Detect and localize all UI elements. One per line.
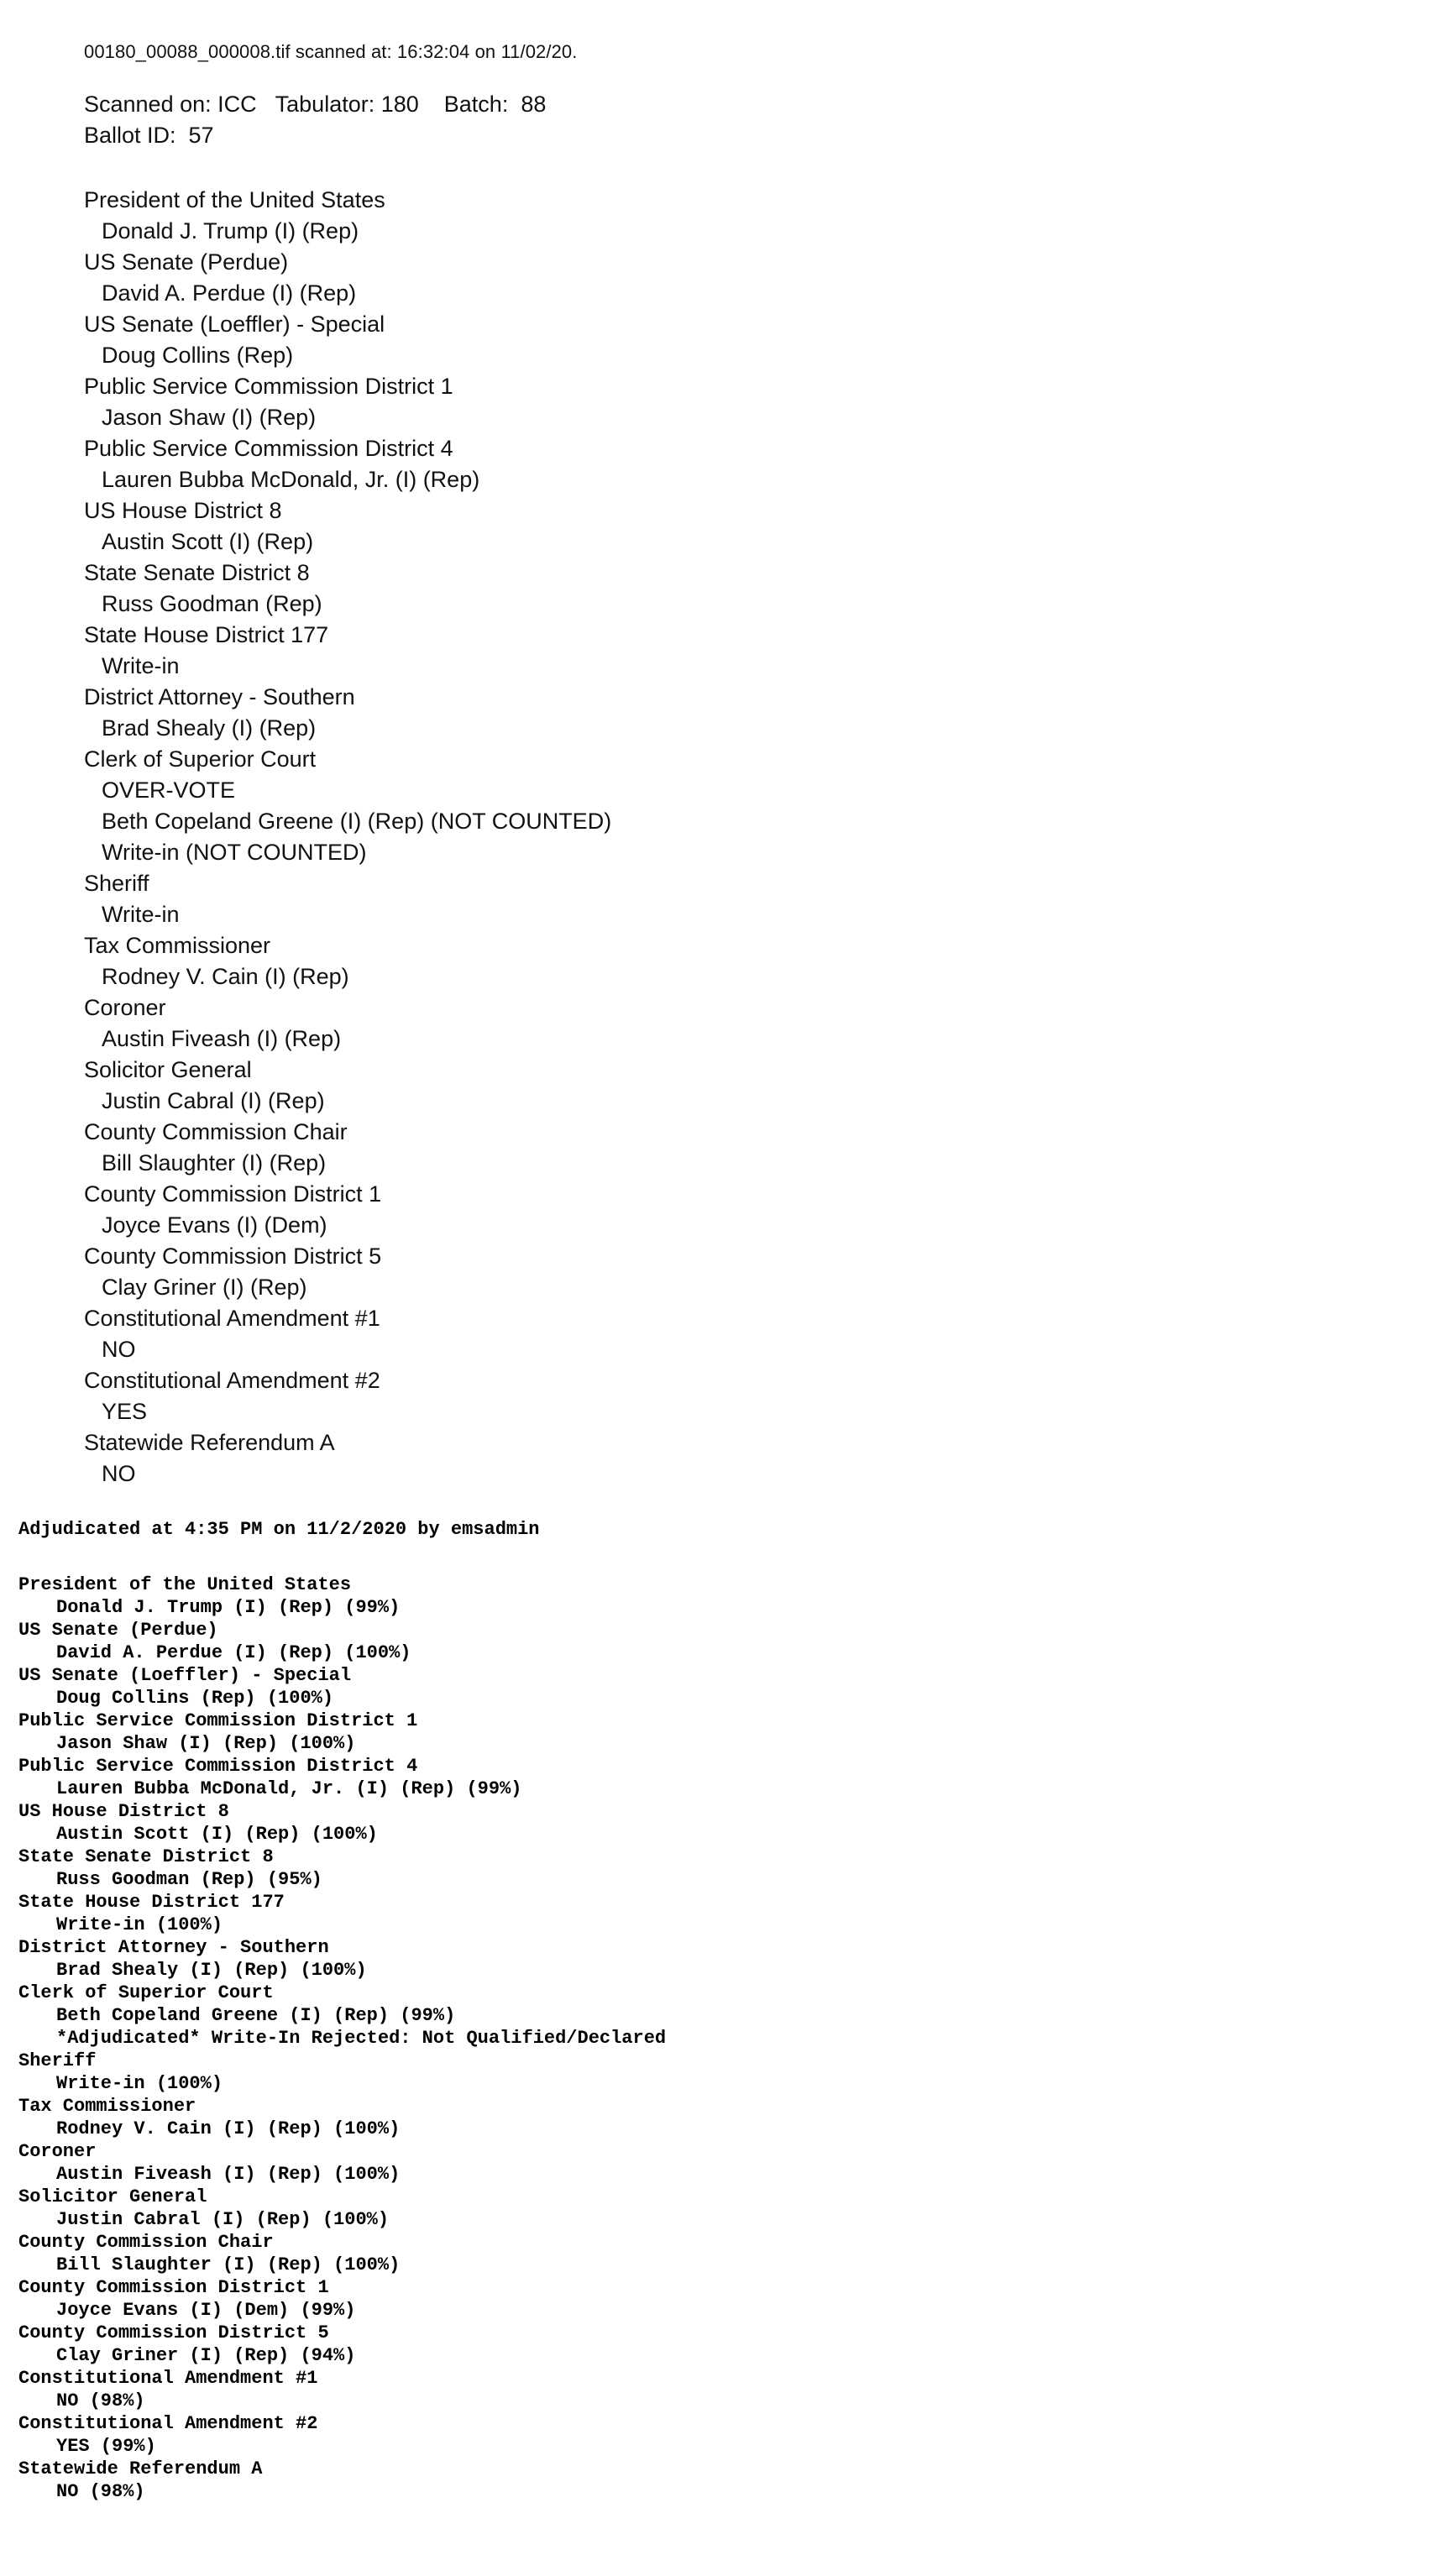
- adjudicated-contest-title: Solicitor General: [18, 2186, 207, 2207]
- scanned-contest-choice: YES: [102, 1399, 148, 1424]
- scanned-contest-choice: Austin Scott (I) (Rep): [102, 529, 314, 554]
- adjudicated-contest-choice: NO (98%): [56, 2481, 145, 2502]
- scanned-contest-title: Tax Commissioner: [84, 933, 271, 958]
- scanned-contest-choice: Write-in: [102, 902, 180, 927]
- adjudicated-contest-title: District Attorney - Southern: [18, 1937, 329, 1958]
- scanned-contest-choice: Justin Cabral (I) (Rep): [102, 1088, 325, 1113]
- scanned-contest-choice: NO: [102, 1337, 136, 1362]
- adjudicated-contest-choice: Write-in (100%): [56, 2073, 223, 2094]
- scanned-contest-choice: Clay Griner (I) (Rep): [102, 1275, 307, 1300]
- scanned-contest-title: Constitutional Amendment #1: [84, 1306, 380, 1331]
- scanned-contest-choice: Jason Shaw (I) (Rep): [102, 405, 317, 430]
- scanned-contest-title: US Senate (Loeffler) - Special: [84, 312, 385, 337]
- adjudicated-contest-title: Public Service Commission District 4: [18, 1756, 418, 1777]
- scanned-contest-title: State House District 177: [84, 622, 329, 647]
- adjudicated-contest-choice: Russ Goodman (Rep) (95%): [56, 1869, 322, 1890]
- scanned-contest-choice: Joyce Evans (I) (Dem): [102, 1212, 327, 1238]
- adjudicated-contest-choice: Doug Collins (Rep) (100%): [56, 1688, 334, 1709]
- adjudicated-contest-title: Constitutional Amendment #1: [18, 2368, 318, 2389]
- adjudicated-contest-choice: Justin Cabral (I) (Rep) (100%): [56, 2209, 390, 2230]
- scanned-contest-list: [84, 185, 611, 1490]
- adjudicated-contest-title: Public Service Commission District 1: [18, 1710, 418, 1731]
- scan-station-line: Scanned on: ICC Tabulator: 180 Batch: 88: [84, 92, 547, 117]
- ballot-id-line: Ballot ID: 57: [84, 123, 214, 148]
- adjudicated-contest-choice: Rodney V. Cain (I) (Rep) (100%): [56, 2118, 401, 2139]
- adjudicated-contest-title: US Senate (Loeffler) - Special: [18, 1665, 352, 1686]
- scan-file-header: 00180_00088_000008.tif scanned at: 16:32:04 on 11/02/20.: [84, 41, 578, 62]
- adjudicated-contest-title: Constitutional Amendment #2: [18, 2413, 318, 2434]
- scanned-contest-choice: Austin Fiveash (I) (Rep): [102, 1026, 342, 1051]
- scanned-contest-choice: Brad Shealy (I) (Rep): [102, 715, 317, 741]
- scanned-contest-title: County Commission District 1: [84, 1181, 382, 1207]
- scanned-contest-title: Constitutional Amendment #2: [84, 1368, 380, 1393]
- scanned-contest-choice: Bill Slaughter (I) (Rep): [102, 1150, 327, 1175]
- scanned-contest-choice: Write-in: [102, 653, 180, 678]
- adjudicated-contest-title: President of the United States: [18, 1574, 352, 1595]
- adjudication-section: [18, 1518, 666, 2503]
- adjudicated-contest-choice: Beth Copeland Greene (I) (Rep) (99%): [56, 2005, 456, 2026]
- scanned-contest-title: Coroner: [84, 995, 166, 1020]
- adjudicated-contest-choice: *Adjudicated* Write-In Rejected: Not Qualified/Declared: [56, 2028, 667, 2049]
- scanned-contest-title: Public Service Commission District 4: [84, 436, 453, 461]
- scanned-contest-title: Public Service Commission District 1: [84, 374, 453, 399]
- adjudicated-contest-choice: Joyce Evans (I) (Dem) (99%): [56, 2300, 356, 2321]
- adjudicated-contest-title: County Commission District 5: [18, 2322, 329, 2343]
- scanned-contest-title: County Commission District 5: [84, 1243, 382, 1269]
- adjudicated-contest-title: County Commission District 1: [18, 2277, 329, 2298]
- adjudicated-contest-title: Tax Commissioner: [18, 2096, 196, 2117]
- adjudicated-contest-title: US Senate (Perdue): [18, 1620, 218, 1641]
- scanned-contest-choice: NO: [102, 1461, 136, 1486]
- adjudicated-contest-choice: Write-in (100%): [56, 1914, 223, 1935]
- adjudicated-contest-choice: YES (99%): [56, 2436, 156, 2457]
- scanned-contest-title: State Senate District 8: [84, 560, 310, 585]
- scan-metadata: [84, 89, 611, 151]
- scanned-contest-choice: David A. Perdue (I) (Rep): [102, 280, 357, 306]
- adjudicated-contest-choice: Brad Shealy (I) (Rep) (100%): [56, 1960, 367, 1981]
- scanned-contest-choice: Russ Goodman (Rep): [102, 591, 322, 616]
- scanned-ballot-section: [84, 35, 611, 1490]
- scanned-contest-choice: OVER-VOTE: [102, 778, 236, 803]
- scanned-contest-title: District Attorney - Southern: [84, 684, 355, 709]
- scanned-contest-choice: Beth Copeland Greene (I) (Rep) (NOT COUNTED): [102, 809, 612, 834]
- adjudicated-contest-title: Coroner: [18, 2141, 97, 2162]
- adjudicated-contest-title: State House District 177: [18, 1892, 285, 1913]
- scanned-contest-choice: Doug Collins (Rep): [102, 343, 294, 368]
- adjudicated-contest-title: State Senate District 8: [18, 1846, 274, 1867]
- scanned-contest-choice: Lauren Bubba McDonald, Jr. (I) (Rep): [102, 467, 480, 492]
- adjudicated-contest-title: Statewide Referendum A: [18, 2458, 263, 2479]
- scanned-contest-title: President of the United States: [84, 187, 385, 212]
- adjudicated-contest-choice: Clay Griner (I) (Rep) (94%): [56, 2345, 356, 2366]
- scanned-contest-choice: Rodney V. Cain (I) (Rep): [102, 964, 349, 989]
- scanned-contest-title: US House District 8: [84, 498, 282, 523]
- adjudicated-contest-title: US House District 8: [18, 1801, 229, 1822]
- adjudicated-contest-choice: Donald J. Trump (I) (Rep) (99%): [56, 1597, 401, 1618]
- adjudicated-contest-title: Clerk of Superior Court: [18, 1982, 274, 2003]
- scanned-contest-choice: Write-in (NOT COUNTED): [102, 840, 367, 865]
- adjudicated-contest-choice: NO (98%): [56, 2390, 145, 2411]
- scanned-contest-title: Statewide Referendum A: [84, 1430, 335, 1455]
- scanned-contest-title: Solicitor General: [84, 1057, 252, 1082]
- adjudicated-contest-choice: David A. Perdue (I) (Rep) (100%): [56, 1642, 411, 1663]
- adjudicated-contest-choice: Austin Fiveash (I) (Rep) (100%): [56, 2164, 401, 2185]
- scanned-contest-title: Sheriff: [84, 871, 149, 896]
- adjudicated-contest-title: Sheriff: [18, 2050, 97, 2071]
- scanned-contest-title: Clerk of Superior Court: [84, 746, 317, 772]
- adjudicated-contest-list: [18, 1573, 666, 2503]
- adjudicated-contest-choice: Austin Scott (I) (Rep) (100%): [56, 1824, 378, 1845]
- scanned-contest-title: County Commission Chair: [84, 1119, 348, 1144]
- scanned-contest-choice: Donald J. Trump (I) (Rep): [102, 218, 359, 243]
- adjudicated-contest-choice: Jason Shaw (I) (Rep) (100%): [56, 1733, 356, 1754]
- adjudicated-contest-choice: Bill Slaughter (I) (Rep) (100%): [56, 2254, 401, 2275]
- adjudication-header: Adjudicated at 4:35 PM on 11/2/2020 by emsadmin: [18, 1519, 540, 1540]
- scanned-contest-title: US Senate (Perdue): [84, 249, 289, 275]
- adjudicated-contest-title: County Commission Chair: [18, 2232, 274, 2253]
- adjudicated-contest-choice: Lauren Bubba McDonald, Jr. (I) (Rep) (99%): [56, 1778, 522, 1799]
